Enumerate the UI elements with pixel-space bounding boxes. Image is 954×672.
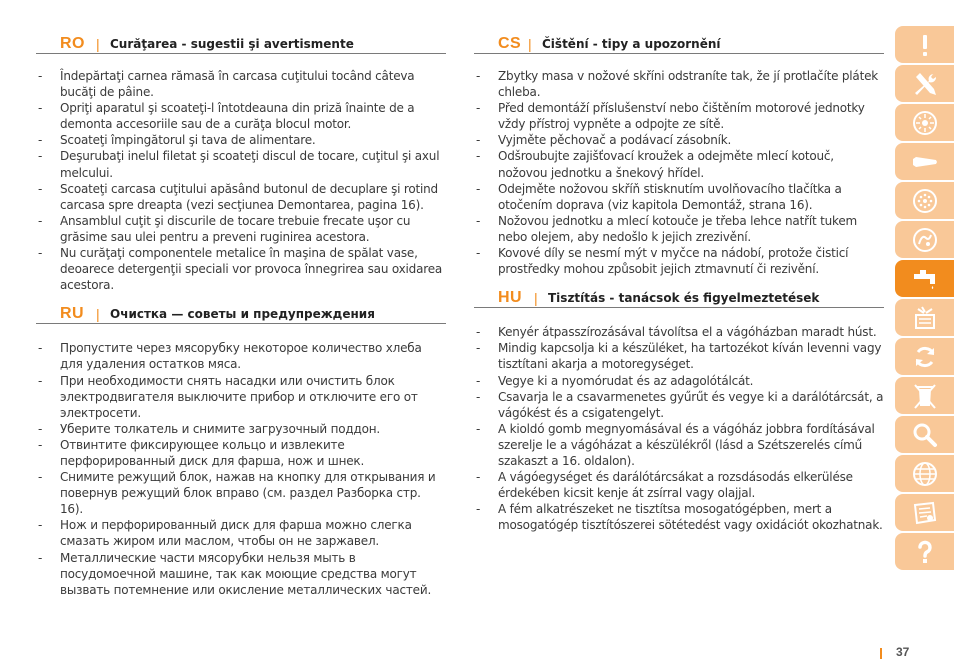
tab-warnings[interactable] (895, 26, 954, 63)
disc-icon (910, 108, 940, 138)
disc-dots-icon (910, 186, 940, 216)
list-item: - Снимите режущий блок, нажав на кнопку для открывания и повернув режущий блок вправо (см. раздел Разборка стр. 16). (36, 469, 446, 517)
header-separator: | (534, 290, 538, 307)
tab-recycling[interactable] (895, 338, 954, 375)
list-item: - A kioldó gomb megnyomásával és a vágóház jobbra fordításával szerelje le a vágóházat a készülékről (lásd a Szétszerelés című szakaszt a 16. oldalon). (474, 421, 884, 469)
list-item: - Kenyér átpasszírozásával távolítsa el a vágóházban maradt húst. (474, 324, 884, 340)
tab-help[interactable] (895, 533, 954, 570)
header-separator: | (528, 36, 532, 52)
list-item: - Ansamblul cuţit şi discurile de tocare trebuie frecate uşor cu grăsime sau ulei pentru a preveni ruginirea acestora. (36, 213, 446, 245)
tools-icon (910, 69, 940, 99)
faucet-icon (910, 264, 940, 294)
section-header-ru (36, 304, 446, 324)
tab-mincing-disc[interactable] (895, 182, 954, 219)
list-item: - Odšroubujte zajišťovací kroužek a odejměte mlecí kotouč, nožovou jednotku a šnekový hřídel. (474, 148, 884, 180)
language-code-ro: RO (60, 35, 85, 52)
tab-cleaning[interactable] (895, 260, 954, 297)
header-separator: | (96, 36, 100, 52)
list-item: - Deşurubaţi inelul filetat şi scoateţi discul de tocare, cuţitul şi axul melcului. (36, 148, 446, 180)
chapter-sidebar (895, 26, 954, 572)
list-item: - Пропустите через мясорубку некоторое количество хлеба для удаления остатков мяса. (36, 340, 446, 372)
list-item: - Před demontáží příslušenství nebo čištěním motorové jednotky vždy přístroj vypněte a odpojte ze sítě. (474, 100, 884, 132)
list-item: - Нож и перфорированный диск для фарша можно слегка смазать жиром или маслом, чтобы он не заржавел. (36, 517, 446, 549)
list-cs (474, 68, 884, 277)
list-item: - Kovové díly se nesmí mýt v myčce na nádobí, protože čisticí prostředky mohou způsobit jejich ztmavnutí či rezivění. (474, 245, 884, 277)
list-item: - При необходимости снять насадки или очистить блок электродвигателя выключите прибор и отключите его от электросети. (36, 373, 446, 421)
tab-disposal[interactable] (895, 377, 954, 414)
list-hu (474, 324, 884, 533)
list-item: - Odejměte nožovou skříň stisknutím uvolňovacího tlačítka a otočením doprava (viz kapitola Demontáž, strana 16). (474, 181, 884, 213)
page-number: 37 (896, 645, 910, 659)
list-item: - Mindig kapcsolja ki a készüléket, ha tartozékot kíván levenni vagy tisztítani akarja a motoregységet. (474, 340, 884, 372)
section-header-hu (474, 288, 884, 308)
language-code-cs: CS (498, 35, 522, 52)
list-item: - Отвинтите фиксирующее кольцо и извлеките перфорированный диск для фарша, нож и шнек. (36, 437, 446, 469)
list-item: - Zbytky masa v nožové skříni odstraníte tak, že jí protlačíte plátek chleba. (474, 68, 884, 100)
list-ro (36, 68, 446, 293)
bin-crossed-icon (910, 381, 940, 411)
question-icon (910, 537, 940, 567)
exclamation-icon (910, 30, 940, 60)
recipe-icon (910, 225, 940, 255)
tab-service[interactable] (895, 455, 954, 492)
list-item: - Уберите толкатель и снимите загрузочный поддон. (36, 421, 446, 437)
globe-icon (910, 459, 940, 489)
language-code-hu: HU (498, 289, 523, 307)
list-item: - A vágóegységet és darálótárcsákat a rozsdásodás elkerülése érdekében kicsit kenje át zsírral vagy olajjal. (474, 469, 884, 501)
tab-storage[interactable] (895, 299, 954, 336)
right-column (474, 34, 884, 533)
tab-guarantee[interactable] (895, 494, 954, 531)
list-ru (36, 340, 446, 598)
language-code-ru: RU (60, 305, 85, 323)
tab-pusher[interactable] (895, 143, 954, 180)
section-header-ro (36, 34, 446, 54)
list-item: - Scoateţi carcasa cuţitului apăsând butonul de decuplare şi rotind carcasa spre dreapta (vezi secţiunea Demontarea, pagina 16). (36, 181, 446, 213)
footer-separator (880, 648, 882, 659)
magnifier-icon (910, 420, 940, 450)
section-title-ro: Curăţarea - sugestii şi avertismente (110, 37, 354, 51)
list-item: - Nu curăţaţi componentele metalice în maşina de spălat vase, deoarece detergenţii speciali vor provoca înnegrirea sau oxidarea acestora. (36, 245, 446, 293)
recycle-icon (910, 342, 940, 372)
list-item: - Opriţi aparatul şi scoateţi-l întotdeauna din priză înainte de a demonta accesoriile sau de a curăţa blocul motor. (36, 100, 446, 132)
left-column (36, 34, 446, 598)
list-item: - Scoateţi împingătorul şi tava de alimentare. (36, 132, 446, 148)
list-item: - Металлические части мясорубки нельзя мыть в посудомоечной машине, так как моющие средства могут вызвать потемнение или окисление металлических частей. (36, 550, 446, 598)
tab-troubleshooting[interactable] (895, 416, 954, 453)
list-item: - Vyjměte pěchovač a podávací zásobník. (474, 132, 884, 148)
tab-recipes[interactable] (895, 221, 954, 258)
section-title-cs: Čištění - tipy a upozornění (542, 37, 721, 51)
section-header-cs (474, 34, 884, 54)
list-item: - Îndepărtaţi carnea rămasă în carcasa cuţitului tocând câteva bucăţi de pâine. (36, 68, 446, 100)
tab-tools[interactable] (895, 65, 954, 102)
storage-box-icon (910, 303, 940, 333)
section-title-ru: Очистка — советы и предупреждения (110, 307, 375, 322)
guarantee-icon (910, 498, 940, 528)
list-item: - Nožovou jednotku a mlecí kotouče je třeba lehce natřít tukem nebo olejem, aby nedošlo k jejich zrezivění. (474, 213, 884, 245)
list-item: - Csavarja le a csavarmenetes gyűrűt és vegye ki a darálótárcsát, a vágókést és a csigatengelyt. (474, 389, 884, 421)
pusher-icon (910, 147, 940, 177)
tab-disc[interactable] (895, 104, 954, 141)
list-item: - A fém alkatrészeket ne tisztítsa mosogatógépben, mert a mosogatógép tisztítószerei sötétedést vagy oxidációt okozhatnak. (474, 501, 884, 533)
section-title-hu: Tisztítás - tanácsok és figyelmeztetések (548, 291, 820, 306)
list-item: - Vegye ki a nyomórudat és az adagolótálcát. (474, 373, 884, 389)
header-separator: | (96, 306, 100, 323)
